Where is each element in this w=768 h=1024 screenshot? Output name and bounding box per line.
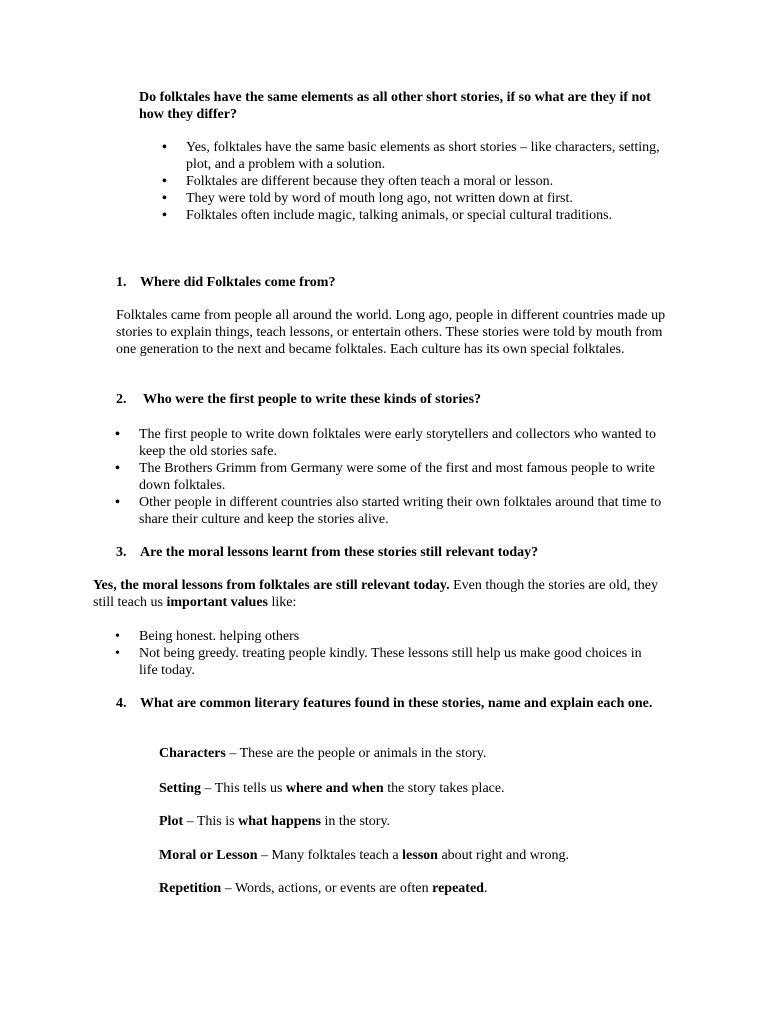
feature-setting: Setting – This tells us where and when the story takes place.	[159, 781, 505, 796]
q3-heading: 3. Are the moral lessons learnt from these stories still relevant today?	[116, 545, 539, 560]
list-item: • Yes, folktales have the same basic elements as short stories – like characters, setting, plot, and a problem with a solution.	[162, 140, 660, 172]
q4-heading: 4. What are common literary features found in these stories, name and explain each one.	[116, 696, 653, 711]
feature-repetition: Repetition – Words, actions, or events are often repeated.	[159, 881, 488, 896]
q2-heading: 2. Who were the first people to write these kinds of stories?	[116, 392, 482, 407]
bullet-icon: •	[162, 174, 167, 189]
list-item: • Not being greedy. treating people kindly. These lessons still help us make good choices in life today.	[115, 646, 642, 678]
q1-answer: Folktales came from people all around the world. Long ago, people in different countries made up stories to explain things, teach lessons, or entertain others. These stories were told by mouth from one generation to the next and became folktales. Each culture has its own special folktales.	[116, 308, 666, 357]
list-item: • They were told by word of mouth long ago, not written down at first.	[162, 191, 573, 206]
q3-number: 3.	[116, 545, 127, 560]
q1-heading: 1. Where did Folktales come from?	[116, 275, 336, 290]
bullet-icon: •	[162, 140, 167, 155]
q4-number: 4.	[116, 696, 127, 711]
list-item: • Folktales often include magic, talking animals, or special cultural traditions.	[162, 208, 613, 223]
bullet-icon: •	[115, 629, 120, 644]
q3-bullet-list	[115, 628, 659, 679]
feature-moral: Moral or Lesson – Many folktales teach a lesson about right and wrong.	[159, 848, 569, 863]
list-item: • The first people to write down folktales were early storytellers and collectors who wanted to keep the old stories safe.	[115, 427, 657, 459]
list-item: • Being honest. helping others	[115, 629, 300, 644]
feature-plot: Plot – This is what happens in the story.	[159, 814, 391, 829]
intro-question: Do folktales have the same elements as all other short stories, if so what are they if not how they differ?	[139, 90, 651, 122]
q3-answer: Yes, the moral lessons from folktales are still relevant today. Even though the stories are old, they still teach us important values like:	[93, 578, 658, 610]
list-item: • The Brothers Grimm from Germany were some of the first and most famous people to write down folktales.	[115, 461, 655, 493]
q2-number: 2.	[116, 392, 127, 407]
list-item: • Folktales are different because they often teach a moral or lesson.	[162, 174, 554, 189]
intro-bullet-list	[162, 139, 678, 224]
bullet-icon: •	[115, 427, 120, 442]
bullet-icon: •	[115, 495, 120, 510]
list-item: • Other people in different countries also started writing their own folktales around that time to share their culture and keep the stories alive.	[115, 495, 662, 527]
bullet-icon: •	[115, 646, 120, 661]
bullet-icon: •	[162, 191, 167, 206]
bullet-icon: •	[162, 208, 167, 223]
q1-number: 1.	[116, 275, 127, 290]
bullet-icon: •	[115, 461, 120, 476]
q2-bullet-list	[115, 426, 679, 528]
feature-characters: Characters – These are the people or animals in the story.	[159, 746, 487, 761]
